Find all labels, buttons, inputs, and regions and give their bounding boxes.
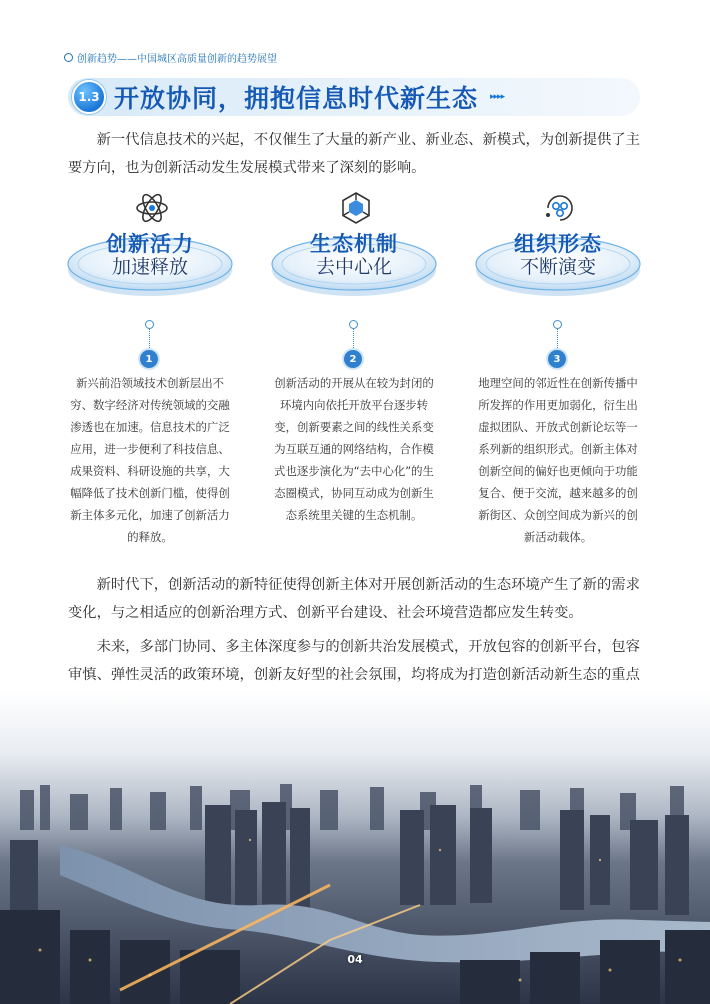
pillar-description: 地理空间的邻近性在创新传播中所发挥的作用更加弱化，衍生出虚拟团队、开放式创新论坛等一系列新的组织形式。创新主体对创新空间的偏好也更倾向于功能复合、便于交流，越来越多的创新街区、众创空间成为新兴的创新活动载体。 <box>478 376 638 544</box>
pillar-subtitle: 加速释放 <box>111 256 188 278</box>
pillar-number: 3 <box>548 350 566 368</box>
pillar-title: 生态机制 <box>310 232 398 256</box>
body-paragraph-3: 未来，多部门协同、多主体深度参与的创新共治发展模式，开放包容的创新平台，包容审慎、弹性灵活的政策环境，创新友好型的社会氛围，均将成为打造创新活动新生态的重点 <box>68 639 640 683</box>
pillar-title: 组织形态 <box>514 232 602 256</box>
section-number-badge: 1.3 <box>72 80 106 114</box>
intro-paragraph: 新一代信息技术的兴起，不仅催生了大量的新产业、新业态、新模式，为创新提供了主要方向，也为创新活动发生发展模式带来了深刻的影响。 <box>68 132 640 176</box>
circle-bullet-icon <box>64 53 73 62</box>
connector-ring <box>349 320 358 329</box>
pillar-description: 创新活动的开展从在较为封闭的环境内向依托开放平台逐步转变，创新要素之间的线性关系变为互联互通的网络结构，合作模式也逐步演化为“去中心化”的生态圈模式，协同互动成为创新生态系统里关键的生态机制。 <box>274 376 434 522</box>
arrows-icon: ▸▸▸▸ <box>490 92 505 102</box>
pillar-number: 1 <box>140 350 158 368</box>
section-title: 开放协同，拥抱信息时代新生态 <box>114 84 479 113</box>
connector-ring <box>145 320 154 329</box>
pillar-subtitle: 去中心化 <box>315 256 392 278</box>
pillar-innovation-vitality <box>66 190 238 550</box>
pillar-subtitle: 不断演变 <box>519 256 596 278</box>
connector-ring <box>553 320 562 329</box>
pillar-organization-form <box>474 190 646 550</box>
body-paragraph-2: 新时代下，创新活动的新特征使得创新主体对开展创新活动的生态环境产生了新的需求变化，与之相适应的创新治理方式、创新平台建设、社会环境营造都应发生转变。 <box>68 577 640 621</box>
breadcrumb-text: 创新趋势——中国城区高质量创新的趋势展望 <box>77 54 277 65</box>
page-number: 04 <box>347 953 363 966</box>
pillar-title: 创新活力 <box>106 232 194 256</box>
pillar-ecosystem-mechanism <box>270 190 442 550</box>
pillar-description: 新兴前沿领域技术创新层出不穷、数字经济对传统领域的交融渗透也在加速。信息技术的广泛应用，进一步便利了科技信息、成果资料、科研设施的共享，大幅降低了技术创新门槛，使得创新主体多元化，加速了创新活力的释放。 <box>70 376 230 544</box>
section-title-bar <box>68 78 640 116</box>
pillar-number: 2 <box>344 350 362 368</box>
breadcrumb <box>64 50 277 65</box>
